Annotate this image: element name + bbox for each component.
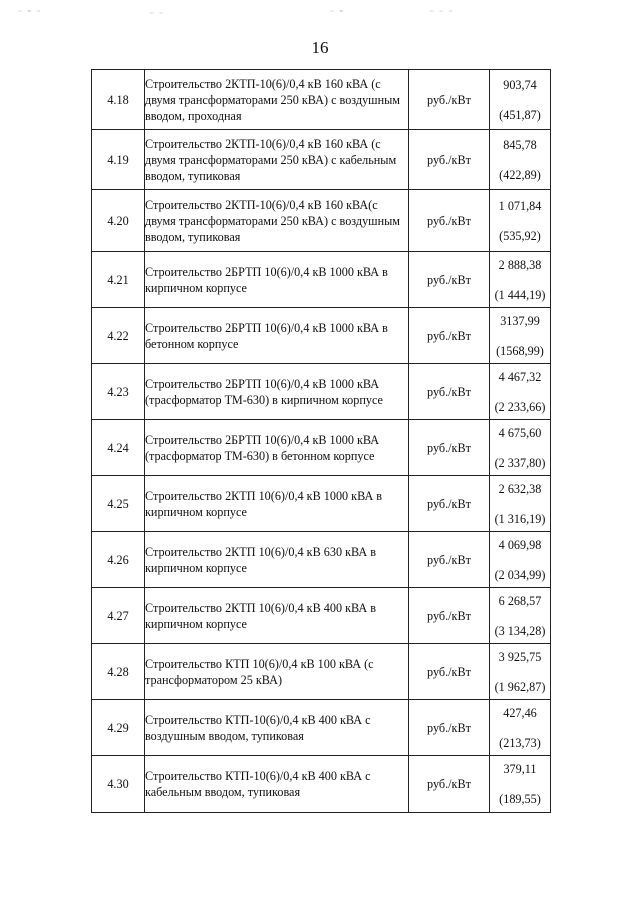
scan-artifact-left: ⋯ ≈ ⋯ (18, 8, 42, 15)
page-number: 16 (311, 38, 329, 57)
row-value-cell (490, 190, 551, 252)
row-value: 1 071,84 (498, 198, 542, 213)
table-row (92, 756, 551, 813)
scan-artifact-center: ⋯ ≈ (330, 8, 344, 15)
row-description: Строительство 2БРТП 10(6)/0,4 кВ 1000 кВА (трасформатор ТМ-630) в кирпичном корпусе (145, 364, 409, 420)
row-description: Строительство 2КТП-10(6)/0,4 кВ 160 кВА(с двумя трансформаторами 250 кВА) с воздушным вводом, тупиковая (145, 190, 409, 252)
row-value-alt: (451,87) (499, 107, 541, 122)
row-value-alt: (3 134,28) (494, 623, 546, 638)
row-value: 4 675,60 (498, 425, 542, 440)
row-value-alt: (1 962,87) (494, 679, 546, 694)
row-description: Строительство КТП 10(6)/0,4 кВ 100 кВА (с трансформатором 25 кВА) (145, 644, 409, 700)
row-value-cell (490, 308, 551, 364)
scan-artifact-mid: ⋯ ⋯ (150, 10, 164, 17)
row-unit: руб./кВт (409, 364, 490, 420)
row-description: Строительство 2БРТП 10(6)/0,4 кВ 1000 кВА в бетонном корпусе (145, 308, 409, 364)
row-unit: руб./кВт (409, 252, 490, 308)
row-value-cell (490, 588, 551, 644)
row-value: 845,78 (503, 137, 537, 152)
table-row (92, 130, 551, 190)
row-number: 4.19 (92, 130, 145, 190)
row-unit: руб./кВт (409, 70, 490, 130)
scan-artifact-right: ⋯ ⋯ ⋯ (430, 8, 454, 15)
row-value: 4 467,32 (498, 369, 542, 384)
table-row (92, 532, 551, 588)
row-number: 4.24 (92, 420, 145, 476)
row-description: Строительство 2КТП-10(6)/0,4 кВ 160 кВА (с двумя трансформаторами 250 кВА) с кабельным вводом, тупиковая (145, 130, 409, 190)
table-row (92, 644, 551, 700)
row-unit: руб./кВт (409, 756, 490, 813)
row-description: Строительство 2КТП 10(6)/0,4 кВ 400 кВА в кирпичном корпусе (145, 588, 409, 644)
row-value-cell (490, 700, 551, 756)
row-value-cell (490, 420, 551, 476)
tariff-table-body (92, 70, 551, 813)
table-row (92, 420, 551, 476)
row-unit: руб./кВт (409, 532, 490, 588)
row-value-cell (490, 130, 551, 190)
row-value-alt: (213,73) (499, 735, 541, 750)
row-value-cell (490, 70, 551, 130)
row-unit: руб./кВт (409, 308, 490, 364)
table-row (92, 252, 551, 308)
row-description: Строительство 2БРТП 10(6)/0,4 кВ 1000 кВА (трасформатор ТМ-630) в бетонном корпусе (145, 420, 409, 476)
table-row (92, 588, 551, 644)
row-value-cell (490, 364, 551, 420)
row-value: 3137,99 (500, 313, 540, 328)
row-value: 2 632,38 (498, 481, 542, 496)
row-value: 379,11 (503, 762, 537, 776)
row-unit: руб./кВт (409, 700, 490, 756)
row-value: 2 888,38 (498, 257, 542, 272)
row-unit: руб./кВт (409, 644, 490, 700)
row-unit: руб./кВт (409, 190, 490, 252)
row-value: 3 925,75 (498, 649, 542, 664)
table-row (92, 364, 551, 420)
row-value-alt: (535,92) (499, 228, 541, 243)
row-number: 4.28 (92, 644, 145, 700)
row-value-alt: (2 034,99) (494, 567, 546, 582)
row-unit: руб./кВт (409, 420, 490, 476)
table-row (92, 476, 551, 532)
row-number: 4.29 (92, 700, 145, 756)
row-description: Строительство 2БРТП 10(6)/0,4 кВ 1000 кВА в кирпичном корпусе (145, 252, 409, 308)
row-description: Строительство 2КТП 10(6)/0,4 кВ 1000 кВА в кирпичном корпусе (145, 476, 409, 532)
row-value-cell (490, 756, 551, 813)
table-row (92, 70, 551, 130)
table-row (92, 308, 551, 364)
row-value-alt: (1 316,19) (494, 511, 546, 526)
row-number: 4.23 (92, 364, 145, 420)
row-number: 4.18 (92, 70, 145, 130)
row-description: Строительство КТП-10(6)/0,4 кВ 400 кВА с воздушным вводом, тупиковая (145, 700, 409, 756)
row-number: 4.20 (92, 190, 145, 252)
row-value-alt: (1 444,19) (494, 287, 546, 302)
tariff-table (91, 69, 551, 813)
row-value-alt: (2 233,66) (494, 399, 546, 414)
row-value: 4 069,98 (498, 537, 542, 552)
row-number: 4.30 (92, 756, 145, 813)
row-value-cell (490, 252, 551, 308)
row-value-alt: (2 337,80) (494, 455, 546, 470)
row-description: Строительство 2КТП-10(6)/0,4 кВ 160 кВА (с двумя трансформаторами 250 кВА) с воздушным вводом, проходная (145, 70, 409, 130)
row-value: 6 268,57 (498, 593, 542, 608)
row-description: Строительство 2КТП 10(6)/0,4 кВ 630 кВА в кирпичном корпусе (145, 532, 409, 588)
row-unit: руб./кВт (409, 476, 490, 532)
row-number: 4.22 (92, 308, 145, 364)
row-description: Строительство КТП-10(6)/0,4 кВ 400 кВА с кабельным вводом, тупиковая (145, 756, 409, 813)
row-number: 4.26 (92, 532, 145, 588)
row-value: 427,46 (503, 705, 537, 720)
row-value-alt: (422,89) (499, 167, 541, 182)
row-unit: руб./кВт (409, 130, 490, 190)
table-row (92, 190, 551, 252)
row-number: 4.25 (92, 476, 145, 532)
row-unit: руб./кВт (409, 588, 490, 644)
row-value-alt: (1568,99) (496, 343, 544, 358)
row-number: 4.21 (92, 252, 145, 308)
row-number: 4.27 (92, 588, 145, 644)
row-value: 903,74 (503, 77, 537, 92)
row-value-cell (490, 532, 551, 588)
row-value-cell (490, 476, 551, 532)
table-row (92, 700, 551, 756)
row-value-cell (490, 644, 551, 700)
row-value-alt: (189,55) (499, 792, 541, 806)
